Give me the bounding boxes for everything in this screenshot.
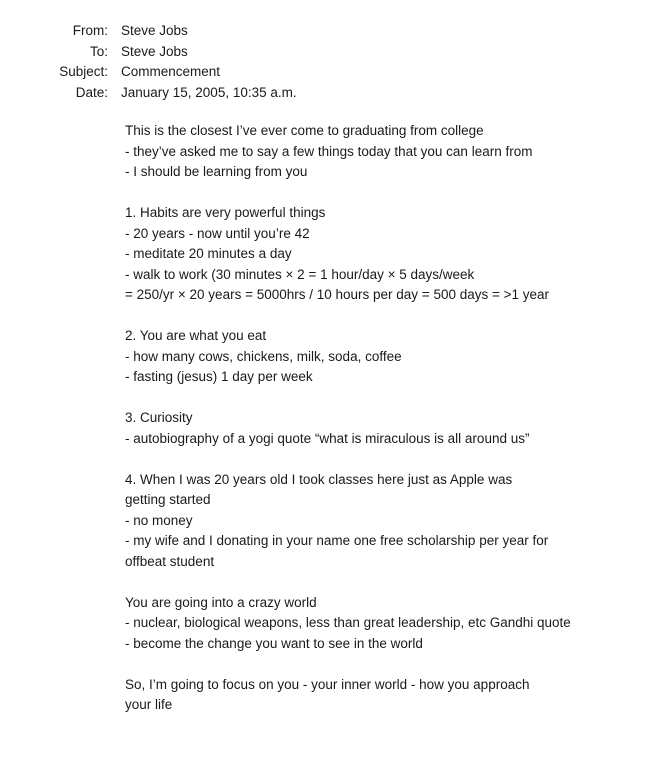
body-line: - autobiography of a yogi quote “what is miraculous is all around us” — [125, 430, 530, 446]
point-2-paragraph — [125, 326, 665, 388]
body-line: - 20 years - now until you’re 42 — [125, 225, 310, 241]
body-line: - my wife and I donating in your name one free scholarship per year for — [125, 533, 549, 548]
date-row — [0, 83, 672, 104]
paragraph-gap — [125, 654, 665, 675]
subject-value: Commencement — [121, 64, 221, 79]
paragraph-gap — [125, 306, 665, 327]
paragraph-gap — [125, 183, 665, 204]
body-line: 2. You are what you eat — [125, 328, 267, 343]
from-value: Steve Jobs — [121, 23, 188, 38]
body-line: So, I’m going to focus on you - your inner world - how you approach — [125, 676, 530, 692]
email-body — [125, 121, 665, 716]
body-line: - nuclear, biological weapons, less than great leadership, etc Gandhi quote — [125, 615, 571, 630]
to-value: Steve Jobs — [121, 43, 188, 59]
subject-row — [0, 62, 672, 83]
from-row — [0, 21, 672, 42]
to-label: To: — [89, 43, 108, 59]
body-line: 1. Habits are very powerful things — [125, 205, 326, 220]
body-line: = 250/yr × 20 years = 5000hrs / 10 hours per day = 500 days = >1 year — [125, 287, 550, 302]
paragraph-gap — [125, 572, 665, 593]
intro-paragraph — [125, 121, 665, 183]
body-line: offbeat student — [125, 553, 215, 569]
body-line: - they’ve asked me to say a few things today that you can learn from — [125, 143, 533, 159]
body-line: 3. Curiosity — [125, 410, 193, 425]
date-label: Date: — [75, 84, 108, 100]
subject-label: Subject: — [59, 64, 108, 79]
body-line: This is the closest I’ve ever come to graduating from college — [125, 123, 484, 138]
body-line: - how many cows, chickens, milk, soda, coffee — [125, 348, 402, 364]
body-line: - meditate 20 minutes a day — [125, 246, 292, 261]
body-line: - fasting (jesus) 1 day per week — [125, 369, 313, 384]
paragraph-gap — [125, 449, 665, 470]
body-line: getting started — [125, 492, 211, 507]
point-3-paragraph — [125, 408, 665, 449]
email-header — [0, 21, 672, 103]
from-label: From: — [72, 23, 108, 38]
point-4-paragraph — [125, 470, 665, 573]
date-value: January 15, 2005, 10:35 a.m. — [121, 84, 297, 100]
crazy-world-paragraph — [125, 593, 665, 655]
body-line: - walk to work (30 minutes × 2 = 1 hour/day × 5 days/week — [125, 266, 475, 282]
body-line: 4. When I was 20 years old I took classes here just as Apple was — [125, 471, 513, 487]
closing-paragraph — [125, 675, 665, 716]
paragraph-gap — [125, 388, 665, 409]
to-row — [0, 42, 672, 63]
body-line: - become the change you want to see in the world — [125, 635, 423, 651]
body-line: You are going into a crazy world — [125, 594, 317, 610]
body-line: - I should be learning from you — [125, 164, 308, 179]
point-1-paragraph — [125, 203, 665, 306]
body-line: your life — [125, 697, 173, 712]
body-line: - no money — [125, 512, 193, 528]
